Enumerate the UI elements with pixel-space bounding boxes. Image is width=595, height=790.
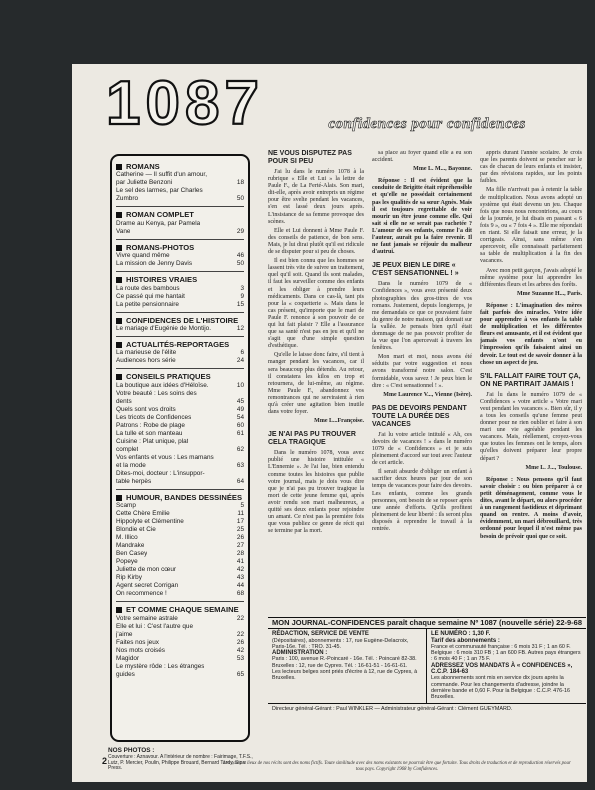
toc-entry	[116, 325, 244, 333]
letter-paragraph: appris durant l'année scolaire. Je crois que les parents doivent se pencher sur le cas de chacun de leurs enfants et insister, par des révisions rapides, sur les points faibles.	[480, 150, 582, 185]
square-bullet-icon	[116, 318, 122, 324]
toc-entry-page: 43	[236, 574, 244, 582]
toc-entry	[116, 526, 244, 534]
toc-divider	[116, 206, 244, 207]
toc-entry	[116, 301, 244, 309]
toc-entry	[116, 179, 244, 187]
toc-entry	[116, 550, 244, 558]
toc-divider	[116, 239, 244, 240]
toc-entry	[116, 446, 244, 454]
publicite-text: Les lecteurs belges sont priés d'écrire à 12, rue de Cypres, à Bruxelles.	[272, 669, 418, 682]
square-bullet-icon	[116, 342, 122, 348]
toc-entry	[116, 663, 244, 671]
toc-entry	[116, 228, 244, 236]
toc-entry	[116, 357, 244, 365]
letter-paragraph: sa place au foyer quand elle a eu son accident.	[372, 150, 472, 164]
toc-entry-page: 24	[236, 357, 244, 365]
toc-section-title: ROMANS-PHOTOS	[126, 242, 195, 252]
masthead-grid	[268, 629, 586, 702]
letter-paragraph: Dans le numéro 1078, vous avez publié une histoire intitulée « L'Ennemie ». Je l'ai lue, bien entendu comme toutes les histoires que publie votre journal, mais je dois vous dire que je n'ai pas pu trouver tragique la mort de cette jeune femme qui, après avoir rendu son mari malheureux, a quitté ses deux enfants pour rejoindre un amant. Ce n'est pas la première fois que vous publiez ce genre de récit qui se termine par la mort.	[268, 450, 364, 535]
toc-entry-title: Cuisine : Plat unique, plat	[116, 437, 189, 445]
toc-section-heading	[116, 244, 244, 252]
toc-entry	[116, 502, 244, 510]
issue-number: 1087	[106, 69, 264, 138]
toc-entry-page: 60	[236, 421, 244, 429]
toc-entry-title: Blondie et Cie	[116, 526, 156, 534]
toc-entry	[116, 454, 244, 462]
toc-entry	[116, 390, 244, 398]
masthead-left	[268, 629, 427, 702]
toc-entry	[116, 462, 244, 470]
toc-entry-title: dents	[116, 397, 132, 405]
toc-section-title: HUMOUR, BANDES DESSINÉES	[126, 492, 243, 502]
square-bullet-icon	[116, 374, 122, 380]
toc-entry	[116, 195, 244, 203]
letter-heading: S'IL FALLAIT FAIRE TOUT ÇA, ON NE PARTIRAIT JAMAIS !	[480, 372, 581, 388]
admin-text: Paris : 100, avenue R.-Poincaré - 16e. Tél. : Poincaré 82-38. Bruxelles : 12, rue de Cypres. Tél. : 16-61-51 - 16-61-61.	[272, 656, 417, 669]
toc-section-title: ROMANS	[126, 162, 160, 171]
letter-paragraph: Elle et Lui donnent à Mme Paule F. des conseils de patience, de bon sens. Mais, je lui dirai plutôt qu'il est ridicule de se disputer pour si peu de choses.	[268, 227, 364, 256]
versements-title: ADRESSEZ VOS MANDATS À « CONFIDENCES », C.C.P. 184-63	[431, 662, 573, 676]
letters-column-2	[372, 150, 472, 615]
toc-entry	[116, 260, 244, 268]
letter-paragraph: J'ai lu dans le numéro 1079 de « Confidences » votre article « Votre mari veut pendant les vacances ». Bien sûr, il y a tous les conseils qu'une femme peut donner pour ne rien oublier et faire à son mari une vie agréable pendant les vacances. Mais, réellement, croyez-vous que toutes les femmes ont le temps, alors qu'elles doivent préparer leur propre départ ?	[480, 391, 582, 462]
toc-entry	[116, 478, 244, 486]
toc-entry-title: guides	[116, 670, 135, 678]
toc-entry-title: Catherine — Il suffit d'un amour,	[116, 171, 207, 179]
letter-signature: Mme L. M..., Bayonne.	[413, 166, 472, 173]
toc-section-heading	[116, 494, 244, 502]
toc-section-heading	[116, 606, 244, 614]
rubric-title: confidences pour confidences	[328, 116, 526, 132]
toc-entry	[116, 422, 244, 430]
toc-entry-page: 18	[236, 179, 244, 187]
toc-entry	[116, 349, 244, 357]
toc-entry-title: Mandrake	[116, 542, 145, 550]
toc-entry-title: Le mystère rôde : Les étranges	[116, 662, 205, 670]
toc-entry-page: 64	[236, 477, 244, 485]
toc-entry	[116, 558, 244, 566]
toc-entry-title: La tulle et son manteau	[116, 429, 183, 437]
toc-entry	[116, 398, 244, 406]
toc-entry-page: 27	[236, 542, 244, 550]
director-line: Directeur général-Gérant : Paul WINKLER — Administrateur général-Gérant : Clément GUEYMARD.	[268, 703, 586, 714]
masthead-title: MON JOURNAL-CONFIDENCES paraît chaque semaine	[272, 618, 468, 627]
toc-section-title: CONSEILS PRATIQUES	[126, 372, 211, 382]
toc-entry-page: 22	[236, 614, 244, 622]
toc-entry-title: par Juliette Benzoni	[116, 179, 173, 187]
redaction-title: RÉDACTION, SERVICE DE VENTE	[272, 631, 369, 638]
toc-entry-title: Elle et lui : C'est l'autre que	[116, 622, 194, 630]
toc-entry-page: 22	[236, 630, 244, 638]
toc-section-title: ET COMME CHAQUE SEMAINE	[126, 605, 239, 615]
toc-entry-page: 45	[236, 397, 244, 405]
toc-entry-title: et la mode	[116, 461, 146, 469]
toc-section-heading	[116, 163, 244, 171]
toc-entry-title: Audiences hors série	[116, 357, 176, 365]
masthead-issue: Nº 1087 (nouvelle série) 22-9-68	[470, 618, 582, 627]
toc-entry-title: Nos mots croisés	[116, 646, 166, 654]
toc-entry-page: 49	[236, 405, 244, 413]
masthead-header	[268, 618, 586, 629]
toc-entry-title: Cette Chère Émilie	[116, 510, 170, 518]
toc-entry-title: On recommence !	[116, 590, 167, 598]
toc-entry-title: Votre beauté : Les soins des	[116, 389, 197, 397]
toc-entry-title: Les tricots de Confidences	[116, 413, 192, 421]
letter-paragraph: Qu'elle le laisse donc faire, s'il tient à manger pendant les vacances, car il sera beaucoup plus détendu. Au retour, il constatera les kilos en trop et retournera, de lui-même, au régime. Mme Paule F., abandonnez vos remontrances qui ne serviraient à rien qu'à créer une agitation bien inutile dans votre foyer.	[268, 352, 364, 416]
toc-entry-title: La boutique aux idées d'Héloïse.	[116, 381, 209, 389]
toc-entry	[116, 566, 244, 574]
letter-heading: JE N'AI PAS PU TROUVER CELA TRAGIQUE	[268, 431, 356, 447]
masthead-box	[268, 617, 586, 743]
toc-entry-page: 5	[240, 502, 244, 510]
toc-entry	[116, 574, 244, 582]
toc-entry-page: 26	[236, 534, 244, 542]
toc-entry-page: 41	[236, 558, 244, 566]
toc-entry-title: Quels sont vos droits	[116, 405, 176, 413]
toc-entry-title: Juliette de mon cœur	[116, 566, 177, 574]
toc-entry-page: 61	[236, 429, 244, 437]
square-bullet-icon	[116, 607, 122, 613]
toc-entry	[116, 534, 244, 542]
answer-paragraph: Réponse : L'imagination des mères fait parfois des miracles. Votre idée pour apprendre à vos enfants la table de multiplication et les différentes fleurs est amusante, et il est évident que jamais vos enfants n'ont eu l'impression qu'ils faisaient ainsi un devoir. Le tout est de savoir donner à la chose un aspect de jeu.	[480, 302, 582, 366]
toc-entry-page: 11	[237, 510, 244, 518]
toc-entry-page: 6	[240, 349, 244, 357]
letter-heading: JE PEUX BIEN LE DIRE « C'EST SENSATIONNEL ! »	[372, 262, 459, 278]
square-bullet-icon	[116, 495, 122, 501]
letter-paragraph: Ma fille n'arrivait pas à retenir la table de multiplication. Nous avons adopté un système qui était devenu un jeu. Chaque fois que nous nous rencontrions, au cours de la journée, je lui disais en passant « 6 fois 9 », ou « 7 fois 4 ». Elle me répondait en riant. Si elle faisait une erreur, je la corrigeais. Ainsi, sans même s'en apercevoir, elle connaissait parfaitement sa table de multiplication à la fin des vacances.	[480, 187, 582, 265]
toc-entry-title: Zumbro	[116, 195, 139, 203]
toc-entry	[116, 639, 244, 647]
toc-entry-title: Scamp	[116, 502, 136, 510]
toc-divider	[116, 368, 244, 369]
letter-heading: PAS DE DEVOIRS PENDANT TOUTE LA DURÉE DES VACANCES	[372, 404, 467, 428]
letter-paragraph: Mon mari et moi, nous avons été séduits par votre suggestion et nous avons transformé notre salon. C'est formidable, vous savez ! Je peux bien le dire : « C'est sensationnel ! ».	[372, 354, 472, 389]
toc-entry-page: 25	[236, 526, 244, 534]
toc-entry	[116, 293, 244, 301]
toc-divider	[116, 271, 244, 272]
toc-entry-title: Ce passé qui me hantait	[116, 292, 185, 300]
toc-entry-title: Magidor	[116, 654, 140, 662]
toc-entry-title: Le mariage d'Eugénie de Montijo.	[116, 325, 212, 333]
toc-entry-title: Rip Kirby	[116, 574, 142, 582]
toc-entry-title: complet	[116, 445, 139, 453]
toc-entry	[116, 542, 244, 550]
letters-column-1	[268, 150, 364, 615]
toc-entry-page: 50	[236, 260, 244, 268]
toc-entry-page: 65	[236, 670, 244, 678]
toc-entry	[116, 171, 244, 179]
toc-entry-title: La mission de Jenny Davis	[116, 260, 193, 268]
square-bullet-icon	[116, 164, 122, 170]
legal-note: Les noms et lieux de nos récits sont des noms fictifs. Toute similitude avec des noms existants ne pourrait être que fortuite. Tous droits de traduction et de reproduction réservés pour tous pays. Copyright 1968 by Confidences.	[223, 761, 571, 772]
toc-entry-page: 63	[236, 461, 244, 469]
toc-section-heading	[116, 276, 244, 284]
toc-entry-page: 28	[236, 550, 244, 558]
tarif-title: Tarif des abonnements :	[431, 637, 500, 644]
toc-entry	[116, 671, 244, 679]
toc-entry-title: Drame au Kenya, par Pamela	[116, 219, 201, 227]
toc-entry	[116, 438, 244, 446]
answer-paragraph: Réponse : Nous pensons qu'il faut savoir choisir : ou bien préparer à ce petit déménagement, comme vous le dites, avant le départ, ou alors procéder à un rangement fastidieux et déprimant quand on rentre. A moins d'avoir, évidemment, un mari débrouillard, très ordonné pour lequel il n'est même pas besoin de prévoir quoi que ce soit.	[480, 476, 582, 540]
toc-entry-page: 12	[236, 325, 244, 333]
toc-entry	[116, 582, 244, 590]
toc-entry-title: Faites nos jeux	[116, 638, 159, 646]
toc-entry-title: Popeye	[116, 558, 138, 566]
toc-entry-title: Patrons : Robe de plage	[116, 421, 185, 429]
toc-entry-title: Agent secret Corrigan	[116, 582, 179, 590]
toc-entry-page: 46	[236, 252, 244, 260]
toc-entry-page: 17	[236, 518, 244, 526]
toc-divider	[116, 489, 244, 490]
toc-entry	[116, 252, 244, 260]
toc-entry	[116, 187, 244, 195]
letter-paragraph: Avec mon petit garçon, j'avais adopté le même système pour lui apprendre les différentes fleurs et les arbres des forêts.	[480, 267, 582, 288]
toc-section-heading	[116, 317, 244, 325]
toc-section-title: ROMAN COMPLET	[126, 210, 194, 220]
toc-divider	[116, 601, 244, 602]
letter-paragraph: Il est bien connu que les hommes se lassent très vite de suivre un traitement, quel qu'il soit. Quand ils sont malades, il faut les surveiller comme des enfants et les obliger à prendre leurs médicaments. Dans ce cas-là, tant pis pour la « coquetterie ». Mais dans le cas présent, qu'importe que le mari de Paule F. renonce à son pouvoir de ce qui lui fait plaisir ? Elle a l'assurance que sa santé n'est pas en jeu et qu'il ne s'agit que d'une simple question d'esthétique.	[268, 258, 364, 350]
toc-entry	[116, 510, 244, 518]
toc-entry	[116, 590, 244, 598]
toc-entry	[116, 655, 244, 663]
price-title: LE NUMÉRO : 1,30 F.	[431, 631, 491, 638]
masthead-right	[427, 629, 586, 702]
toc-entry-page: 29	[236, 227, 244, 235]
toc-entry-title: table herpès	[116, 477, 152, 485]
letter-heading: NE VOUS DISPUTEZ PAS POUR SI PEU	[268, 150, 352, 165]
toc-entry-page: 53	[236, 654, 244, 662]
toc-entry-title: Ben Casey	[116, 550, 148, 558]
toc-section-title: CONFIDENCES DE L'HISTOIRE	[126, 315, 239, 325]
square-bullet-icon	[116, 245, 122, 251]
toc-entry	[116, 382, 244, 390]
letter-signature: Mme L. J..., Toulouse.	[525, 464, 582, 471]
toc-entry-page: 62	[236, 445, 244, 453]
toc-section-heading	[116, 211, 244, 219]
toc-section-title: ACTUALITÉS-REPORTAGES	[126, 340, 230, 350]
toc-entry-page: 42	[236, 566, 244, 574]
toc-divider	[116, 336, 244, 337]
toc-entry-title: Le sel des larmes, par Charles	[116, 187, 203, 195]
toc-entry	[116, 623, 244, 631]
toc-entry-page: 15	[236, 300, 244, 308]
tarif-text: France et communauté française : 6 mois 31 F ; 1 an 60 F. Belgique : 6 mois 310 FB ; 1 an 600 FB. Autres pays étrangers : 6 mois 40 F ; 1 an 75 F.	[431, 643, 581, 663]
toc-entry-page: 3	[240, 284, 244, 292]
letters-column-3	[480, 150, 582, 615]
toc-entry	[116, 518, 244, 526]
letter-paragraph: Dans le numéro 1079 de « Confidences », vous avez présenté deux photographies des gros-titres de vos romans. Justement, depuis longtemps, je me demandais ce que ce pouvaient faire du genre de notre maison, qui donnait sur la vallée. Je pensais bien qu'il était dommage de ne pas pouvoir profiter de la vue que l'on apercevait à travers les fenêtres.	[372, 281, 472, 352]
toc-entry-title: Dites-moi, docteur : L'insuppor-	[116, 469, 205, 477]
credits-text: Couverture : Aznavour. A l'intérieur de nombre : Fairimage, T.F.S., Lutz, P. Mercier, Poulin, Philippe Brouard, Bernard Tardy, Sipa Press.	[108, 753, 253, 772]
page-number: 2	[102, 756, 108, 766]
letter-signature: Mme L...Françoise.	[314, 418, 364, 425]
toc-entry-page: 50	[236, 195, 244, 203]
toc-entry-title: Votre semaine astrale	[116, 614, 178, 622]
toc-section-heading	[116, 373, 244, 381]
admin-title: ADMINISTRATION :	[272, 650, 328, 657]
letter-signature: Mme Laurence V..., Vienne (Isère).	[383, 391, 472, 398]
toc-section-title: HISTOIRES VRAIES	[126, 275, 198, 285]
toc-entry-page: 9	[240, 292, 244, 300]
toc-entry	[116, 414, 244, 422]
letter-paragraph: J'ai lu votre article intitulé « Ah, ces devoirs de vacances ! » dans le numéro 1079 de « Confidences » et je suis pleinement d'accord sur tout avec l'auteur de cet article.	[372, 431, 472, 467]
magazine-page	[72, 64, 587, 782]
square-bullet-icon	[116, 212, 122, 218]
letter-signature: Mme Suzanne H..., Paris.	[517, 290, 582, 297]
letter-paragraph: Il serait absurde d'obliger un enfant à sacrifier deux heures par jour de son temps de vacances pour faire des devoirs. Les enfants, comme les grands personnes, ont besoin de se reposer après une année d'efforts. Qu'ils profitent pleinement de leur liberté : ils seront plus disposés à reprendre le travail à la rentrée.	[372, 469, 472, 533]
toc-section-heading	[116, 341, 244, 349]
toc-entry	[116, 430, 244, 438]
letter-paragraph: J'ai lu dans le numéro 1078 à la rubrique « Elle et Lui » la lettre de Paule F., de La Ferté-Alais. Son mari, dit-elle, après avoir entrepris un régime pour être svelte pendant les vacances, s'en est lassé deux jours après. L'insistance de sa femme provoque des scènes.	[268, 169, 364, 225]
toc-entry	[116, 406, 244, 414]
square-bullet-icon	[116, 277, 122, 283]
toc-entry-title: M. Illico	[116, 534, 138, 542]
toc-entry	[116, 615, 244, 623]
credits-title: NOS PHOTOS :	[108, 747, 155, 754]
toc-entry-page: 10	[236, 381, 244, 389]
versements-text: Les abonnements sont mis en service dix jours après la commande. Pour les changements d'adresse, joindre la dernière bande et 0,60 F. Pour la Belgique : C.C.P. 476-16 Bruxelles.	[431, 675, 570, 701]
toc-entry-page: 42	[236, 646, 244, 654]
toc-entry	[116, 285, 244, 293]
toc-entry-title: Vane	[116, 227, 131, 235]
toc-entry-title: La route des bambous	[116, 284, 180, 292]
toc-entry	[116, 220, 244, 228]
table-of-contents	[110, 154, 250, 742]
toc-entry-page: 44	[236, 582, 244, 590]
answer-paragraph: Réponse : Il est évident que la conduite de Brigitte était répréhensible et qu'elle ne possédait certainement pas les qualités de sa sœur Agnès. Mais il est toujours regrettable de voir mourir un être jeune comme elle. Qui sait si elle ne se serait pas rachetée ? L'amour de ses enfants, comme l'a dit l'auteur, aurait pu la faire revenir. Il ne faut jamais se réjouir du malheur d'autrui.	[372, 178, 472, 256]
redaction-text: (Dépositaires), abonnements : 17, rue Eugène-Delacroix, Paris-16e. Tél. : TRO. 31-45.	[272, 637, 409, 650]
toc-entry-title: Vos enfants et vous : Les mamans	[116, 453, 214, 461]
toc-entry-title: Hippolyte et Clémentine	[116, 518, 184, 526]
toc-entry-page: 26	[236, 638, 244, 646]
toc-entry-page: 54	[236, 413, 244, 421]
toc-entry-page: 68	[236, 590, 244, 598]
toc-entry	[116, 631, 244, 639]
toc-entry-title: Vivre quand même	[116, 252, 170, 260]
toc-divider	[116, 312, 244, 313]
toc-entry-title: La marieuse de l'élite	[116, 349, 177, 357]
toc-entry	[116, 647, 244, 655]
toc-entry-title: La petite pensionnaire	[116, 300, 179, 308]
toc-entry	[116, 470, 244, 478]
toc-entry-title: j'aime	[116, 630, 133, 638]
